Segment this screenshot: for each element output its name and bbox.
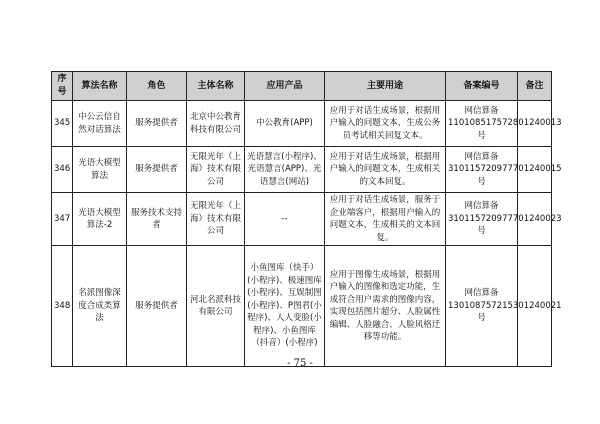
cell-entity: 无限光年（上海）技术有限公司 <box>187 147 245 193</box>
cell-product: 中公教育(APP) <box>245 101 325 147</box>
cell-no: 348 <box>52 246 73 367</box>
cell-entity: 北京中公教育科技有限公司 <box>187 101 245 147</box>
cell-role: 服务提供者 <box>127 246 187 367</box>
table-row <box>52 193 552 246</box>
header-purpose: 主要用途 <box>325 72 446 101</box>
header-filing: 备案编号 <box>446 72 518 101</box>
header-algorithm: 算法名称 <box>73 72 127 101</box>
cell-no: 345 <box>52 101 73 147</box>
header-no: 序号 <box>52 72 73 101</box>
cell-algorithm: 光语大模型算法-2 <box>73 193 127 246</box>
cell-entity: 河北名派科技有限公司 <box>187 246 245 367</box>
cell-product: 光语慧言(小程序)、光语慧言(APP)、光语慧言(网站) <box>245 147 325 193</box>
algorithm-registry-table <box>51 71 562 367</box>
table-row <box>52 101 552 147</box>
cell-role: 服务提供者 <box>127 147 187 193</box>
header-note: 备注 <box>518 72 552 101</box>
cell-filing: 网信算备130108757215301240021号 <box>446 246 518 367</box>
cell-filing: 网信算备310115720977701240023号 <box>446 193 518 246</box>
cell-entity: 无限光年（上海）技术有限公司 <box>187 193 245 246</box>
cell-no: 346 <box>52 147 73 193</box>
header-product: 应用产品 <box>245 72 325 101</box>
cell-filing: 网信算备310115720977701240015号 <box>446 147 518 193</box>
table-row <box>52 246 552 367</box>
header-entity: 主体名称 <box>187 72 245 101</box>
cell-product: 小鱼图库（快手）(小程序)、极速图库(小程序)、互娱制图(小程序)、P图君(小程序)、人人变脸(小程序)、小鱼图库（抖音）(小程序) <box>245 246 325 367</box>
cell-purpose: 应用于对话生成场景，服务于企业端客户，根据用户输入的问题文本，生成相关的文本回复。 <box>325 193 446 246</box>
cell-purpose: 应用于对话生成场景，根据用户输入的问题文本，生成相关的文本回复。 <box>325 147 446 193</box>
header-role: 角色 <box>127 72 187 101</box>
cell-purpose: 应用于对话生成场景，根据用户输入的问题文本，生成公务员考试相关回复文本。 <box>325 101 446 147</box>
cell-filing: 网信算备110108517572801240013号 <box>446 101 518 147</box>
cell-no: 347 <box>52 193 73 246</box>
cell-algorithm: 中公云信自然对话算法 <box>73 101 127 147</box>
cell-role: 服务提供者 <box>127 101 187 147</box>
cell-algorithm: 名派图像深度合成类算法 <box>73 246 127 367</box>
cell-algorithm: 光语大模型算法 <box>73 147 127 193</box>
cell-role: 服务技术支持者 <box>127 193 187 246</box>
table-row <box>52 147 552 193</box>
cell-purpose: 应用于图像生成场景，根据用户输入的图像和选定功能，生成符合用户需求的图像内容，实现包括图片超分、人脸属性编辑、人脸融合、人脸风格迁移等功能。 <box>325 246 446 367</box>
cell-product: -- <box>245 193 325 246</box>
table-header-row <box>52 72 552 101</box>
page-number: - 75 - <box>287 358 313 369</box>
